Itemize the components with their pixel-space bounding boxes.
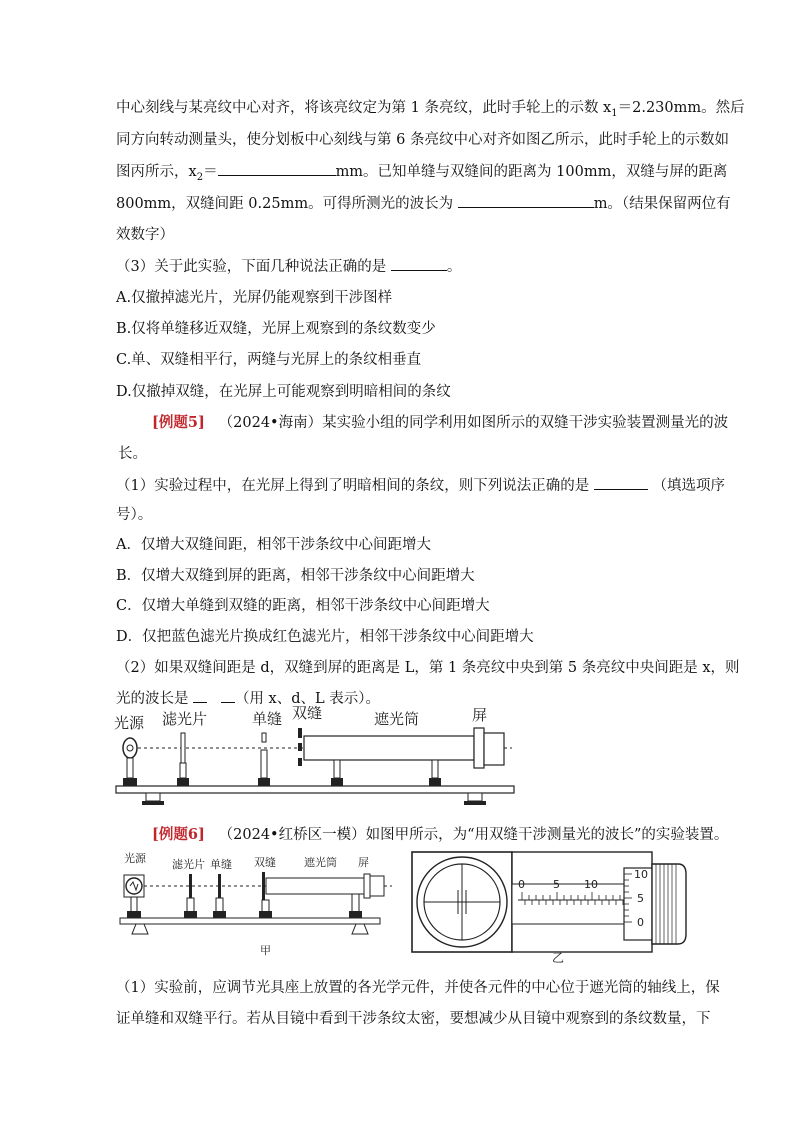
tube-base: [259, 911, 272, 918]
single-slit-base: [213, 911, 226, 918]
double-slit: [298, 743, 302, 751]
option-b: B．仅增大双缝到屏的距离，相邻干涉条纹中心间距增大: [116, 568, 475, 584]
label-single-slit: 单缝: [210, 858, 232, 871]
label-double-slit: 双缝: [292, 706, 323, 722]
text-segment: （1）实验过程中，在光屏上得到了明暗相间的条纹，则下列说法正确的是: [116, 478, 590, 494]
text-segment: （填选项序: [652, 478, 725, 494]
text-segment: mm。已知单缝与双缝间的距离为 100mm，双缝与屏的距离: [335, 164, 728, 180]
label-tube: 遮光筒: [304, 856, 337, 869]
figure-caption: 甲: [260, 944, 271, 957]
answer-blank[interactable]: [193, 688, 207, 703]
example-6-heading: [152, 825, 728, 845]
single-slit-stand: [261, 750, 267, 778]
label-filter: 滤光片: [162, 710, 208, 728]
rail-foot: [464, 801, 486, 805]
option-a: A．仅增大双缝间距，相邻干涉条纹中心间距增大: [116, 537, 431, 553]
thimble-label: 0: [637, 916, 644, 929]
filter-base: [184, 911, 197, 918]
text-segment: ＝: [203, 164, 218, 180]
subscript: 1: [611, 107, 618, 119]
option-c: C．仅增大单缝到双缝的距离，相邻干涉条纹中心间距增大: [116, 598, 490, 614]
question-2: （2）如果双缝间距是 d，双缝到屏的距离是 L，第 1 条亮纹中央到第 5 条亮纹中央间距是 x，则: [116, 660, 740, 676]
light-source-lamp: [123, 738, 137, 758]
label-tube: 遮光筒: [374, 710, 420, 728]
answer-blank[interactable]: [218, 161, 336, 176]
text-line-3: [116, 161, 727, 188]
optical-bench-rail: [120, 918, 380, 924]
rail-foot: [142, 801, 164, 805]
option-d: D.仅撤掉双缝，在光屏上可能观察到明暗相间的条纹: [116, 384, 451, 400]
example-tag: [例题6]: [152, 826, 205, 843]
text-line-23: 证单缝和双缝平行。若从目镜中看到干涉条纹太密，要想减少从目镜中观察到的条纹数量，下: [116, 1011, 711, 1027]
single-slit: [262, 733, 266, 742]
tube-base: [331, 778, 343, 786]
measuring-head-figure-yi: [410, 850, 690, 965]
tube-base: [349, 911, 362, 918]
tube-stand: [262, 900, 269, 912]
text-line-2: 同方向转动测量头，使分划板中心刻线与第 6 条亮纹中心对齐如图乙所示，此时手轮上的示数如: [116, 132, 729, 148]
option-d: D．仅把蓝色滤光片换成红色滤光片，相邻干涉条纹中心间距增大: [116, 629, 534, 645]
text-line-4: [116, 193, 731, 214]
label-screen: 屏: [358, 856, 369, 869]
apparatus-figure-1: [112, 706, 522, 814]
text-segment: 图丙所示，x: [116, 164, 197, 180]
tube-base: [429, 778, 441, 786]
light-shield-tube: [266, 878, 364, 894]
option-c: C.单、双缝相平行，两缝与光屏上的条纹相垂直: [116, 352, 422, 368]
figure-caption: 乙: [552, 951, 565, 965]
text-line-5: 效数字）: [116, 227, 174, 243]
option-b: B.仅将单缝移近双缝，光屏上观察到的条纹数变少: [116, 321, 436, 337]
text-line-12: 长。: [118, 446, 147, 462]
answer-blank[interactable]: [221, 688, 235, 703]
single-slit-base: [258, 778, 270, 786]
text-segment: （3）关于此实验，下面几种说法正确的是: [116, 259, 387, 275]
text-segment: （2024•红桥区一模）如图甲所示，为“用双缝干涉测量光的波长”的实验装置。: [218, 827, 729, 843]
label-filter: 滤光片: [172, 858, 205, 871]
double-slit: [298, 758, 302, 766]
single-slit-stand: [216, 898, 223, 912]
text-segment: （用 x、d、L 表示）。: [234, 691, 380, 707]
text-segment: m。（结果保留两位有: [593, 196, 731, 212]
label-light-source: 光源: [124, 852, 146, 865]
text-segment: （2024•海南）某实验小组的同学利用如图所示的双缝干涉实验装置测量光的波: [218, 415, 729, 431]
screen: [370, 876, 384, 896]
main-scale-label: 0: [518, 878, 525, 891]
tube-stand: [334, 760, 340, 778]
main-scale-label: 10: [584, 878, 598, 891]
apparatus-figure-jia: [112, 848, 397, 958]
filter: [189, 874, 192, 898]
answer-blank[interactable]: [458, 193, 594, 208]
filter-base: [177, 778, 189, 786]
filter: [181, 733, 185, 763]
double-slit: [262, 872, 265, 900]
text-segment: 中心刻线与某亮纹中心对齐，将该亮纹定为第 1 条亮纹，此时手轮上的示数 x: [116, 100, 612, 116]
example-tag: [例题5]: [152, 414, 205, 431]
rail-foot: [352, 924, 368, 934]
text-segment: 。: [446, 259, 462, 275]
lamp-stand: [131, 897, 137, 913]
rail-foot: [146, 793, 160, 801]
question-3: [116, 256, 461, 277]
optical-bench-rail: [116, 786, 514, 793]
thimble-label: 5: [637, 892, 644, 905]
label-screen: 屏: [472, 706, 488, 724]
eyepiece-ring: [474, 728, 484, 768]
lamp-base: [123, 778, 137, 786]
thimble-label: 10: [634, 868, 648, 881]
filter-stand: [180, 763, 186, 778]
answer-blank[interactable]: [391, 256, 447, 271]
tube-stand: [432, 760, 438, 778]
light-shield-tube: [304, 736, 474, 760]
lamp-stand: [127, 758, 133, 778]
main-scale-label: 5: [553, 878, 560, 891]
double-slit: [298, 728, 302, 738]
option-a: A.仅撤掉滤光片，光屏仍能观察到干涉图样: [116, 290, 393, 306]
label-double-slit: 双缝: [254, 856, 276, 869]
text-line-1: [116, 98, 745, 124]
question-1: （1）实验前，应调节光具座上放置的各光学元件，并使各元件的中心位于遮光筒的轴线上，保: [116, 980, 720, 996]
micrometer-knob: [652, 864, 686, 944]
text-segment: 光的波长是: [116, 691, 189, 707]
label-single-slit: 单缝: [252, 710, 283, 728]
rail-foot: [468, 793, 482, 801]
tube-stand: [352, 894, 359, 912]
text-segment: ＝2.230mm。然后: [617, 100, 745, 116]
lamp-base: [127, 911, 141, 918]
answer-blank[interactable]: [594, 475, 648, 490]
subscript: 2: [196, 171, 204, 183]
example-5-heading: [152, 413, 728, 433]
rail-foot: [132, 924, 148, 934]
single-slit: [218, 874, 221, 898]
filter-stand: [187, 898, 194, 912]
screen: [484, 733, 504, 765]
text-segment: 800mm，双缝间距 0.25mm。可得所测光的波长为: [116, 196, 454, 212]
question-1: [116, 475, 725, 496]
text-line-14: 号）。: [116, 507, 153, 523]
eyepiece: [364, 874, 370, 898]
label-light-source: 光源: [114, 714, 145, 732]
